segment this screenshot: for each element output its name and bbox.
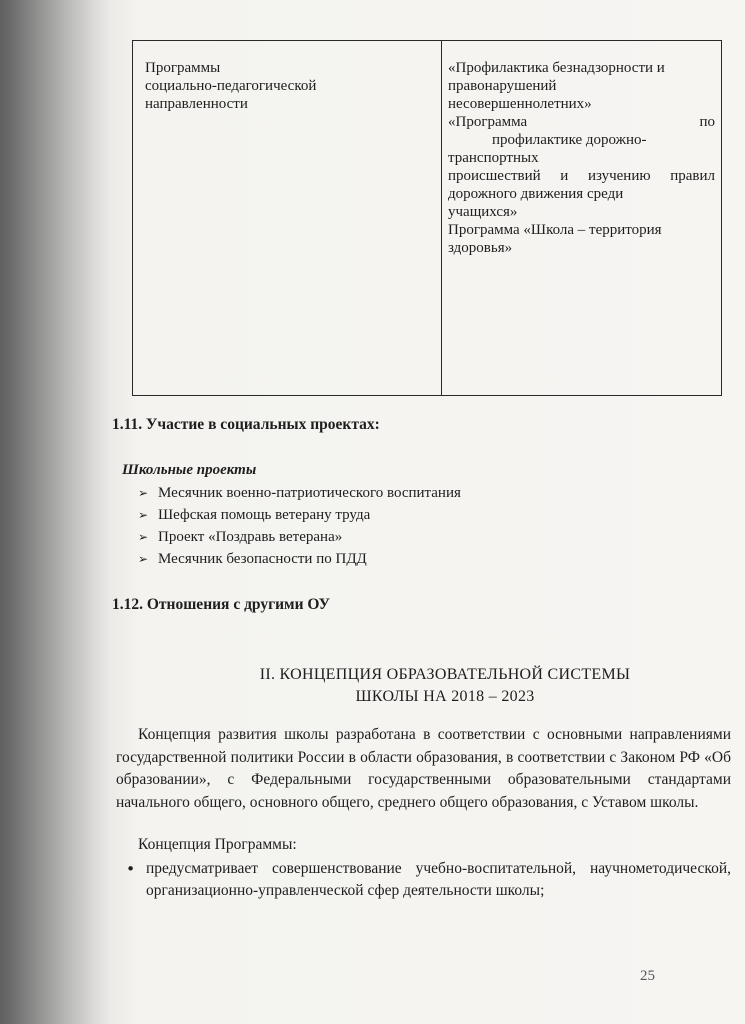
concept-item-text: предусматривает совершенствование учебно-воспитательной, научнометодической, организационно-управленческой сфер деятельности школы; <box>146 860 731 899</box>
list-item <box>126 858 731 902</box>
heading-social-projects: 1.11. Участие в социальных проектах: <box>112 416 380 433</box>
project-label: Месячник военно-патриотического воспитания <box>158 485 461 501</box>
project-label: Месячник безопасности по ПДД <box>158 551 367 567</box>
program-line: профилактике дорожно- <box>492 132 647 148</box>
list-item <box>138 482 461 504</box>
concept-items-list <box>126 858 731 902</box>
section-title-line2: ШКОЛЫ НА 2018 – 2023 <box>355 688 535 705</box>
program-line: «Программа по <box>448 114 715 130</box>
program-line: Программа «Школа – территория <box>448 222 662 238</box>
page-number: 25 <box>640 968 655 984</box>
arrow-bullet-icon: ➢ <box>138 486 149 500</box>
list-item <box>138 548 461 570</box>
project-label: Проект «Поздравь ветерана» <box>158 529 343 545</box>
arrow-bullet-icon: ➢ <box>138 530 149 544</box>
program-line: дорожного движения среди <box>448 186 624 202</box>
program-line: происшествий и изучению правил <box>448 168 715 184</box>
program-line: транспортных <box>448 150 539 166</box>
heading-relations: 1.12. Отношения с другими ОУ <box>112 596 330 613</box>
book-spine-shadow <box>0 0 110 1024</box>
program-line: учащихся» <box>448 204 518 220</box>
table-cell-programs <box>442 41 722 396</box>
table-cell-category <box>133 41 442 396</box>
programs-table <box>132 40 722 396</box>
school-projects-label: Школьные проекты <box>122 462 257 478</box>
category-line: социально-педагогической <box>145 78 317 94</box>
projects-list <box>138 482 461 570</box>
program-line: несовершеннолетних» <box>448 96 592 112</box>
project-label: Шефская помощь ветерану труда <box>158 507 371 523</box>
arrow-bullet-icon: ➢ <box>138 508 149 522</box>
program-line: правонарушений <box>448 78 557 94</box>
table-row <box>133 41 722 396</box>
category-line: направленности <box>145 96 248 112</box>
list-item <box>138 526 461 548</box>
concept-paragraph-text: Концепция развития школы разработана в соответствии с основными направлениями государственной политики России в области образования, в соответствии с Законом РФ «Об образовании», с Федеральными государственными образовательными стандартами начального общего, основного общего, среднего общего образования, с Уставом школы. <box>116 726 731 811</box>
category-line: Программы <box>145 60 221 76</box>
dot-bullet-icon: • <box>126 860 136 878</box>
concept-paragraph <box>116 724 731 814</box>
program-line: здоровья» <box>448 240 513 256</box>
arrow-bullet-icon: ➢ <box>138 552 149 566</box>
concept-intro: Концепция Программы: <box>138 836 297 853</box>
program-line: «Профилактика безнадзорности и <box>448 60 665 76</box>
section-title-line1: II. КОНЦЕПЦИЯ ОБРАЗОВАТЕЛЬНОЙ СИСТЕМЫ <box>259 666 631 683</box>
list-item <box>138 504 461 526</box>
